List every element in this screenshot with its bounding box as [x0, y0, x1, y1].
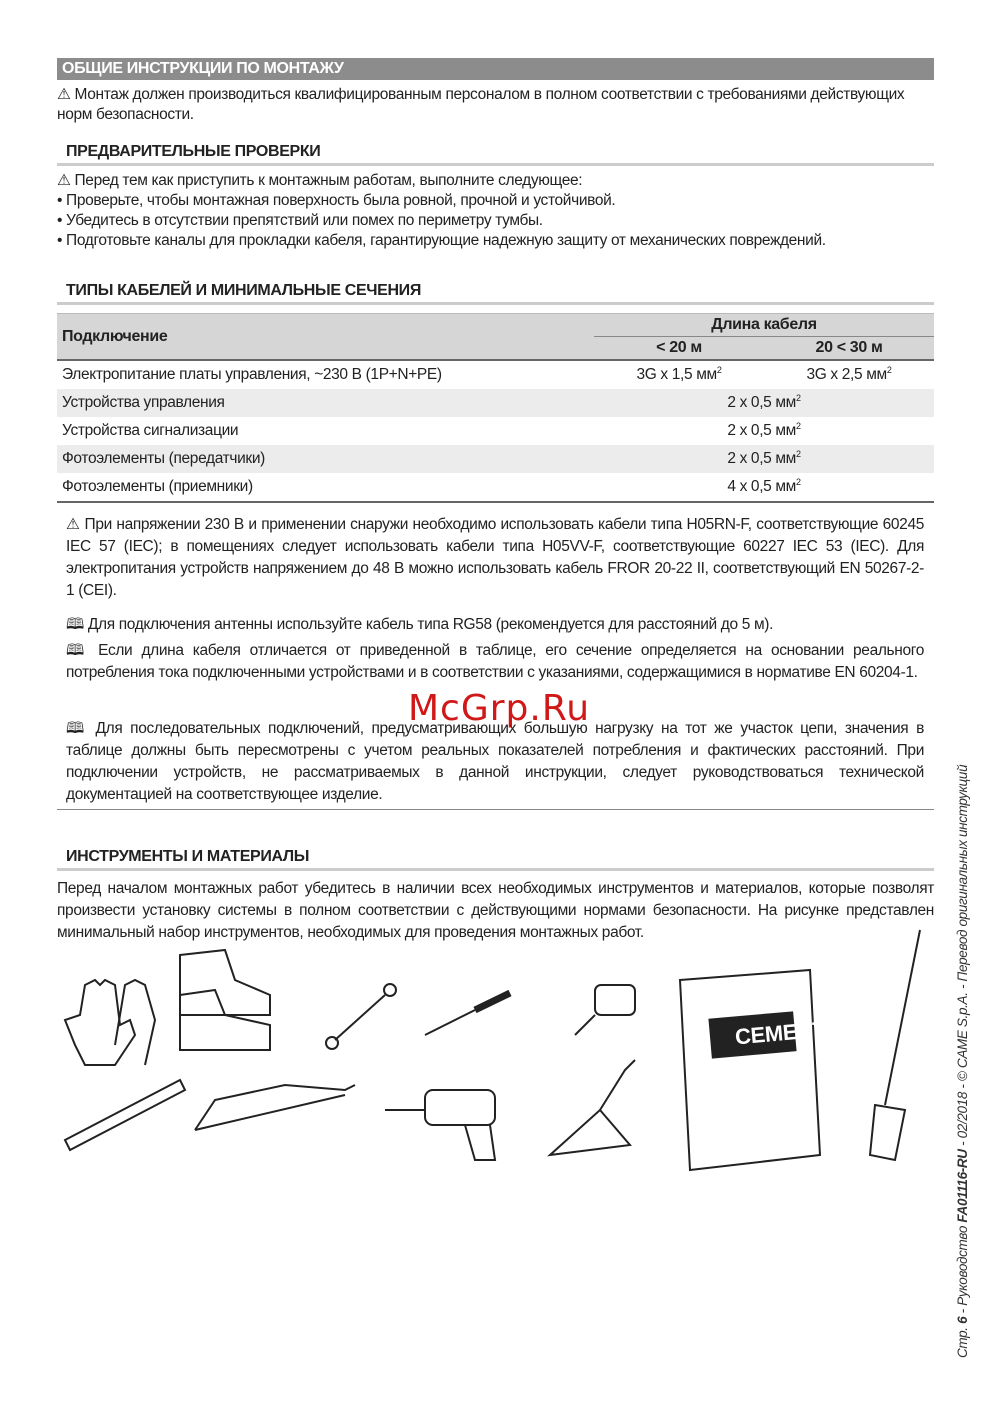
wrench-icon [326, 984, 396, 1049]
tape-measure-icon [575, 985, 635, 1035]
intro-warning: ⚠ Монтаж должен производиться квалифицированным персоналом в полном соответствии с требованиями действующих норм безопасности. [57, 86, 905, 123]
cable-table [57, 313, 934, 503]
cables-title: ТИПЫ КАБЕЛЕЙ И МИНИМАЛЬНЫЕ СЕЧЕНИЯ [57, 282, 934, 305]
col-connection: Подключение [62, 327, 168, 345]
prechecks-title: ПРЕДВАРИТЕЛЬНЫЕ ПРОВЕРКИ [57, 143, 934, 166]
list-item: • Убедитесь в отсутствии препятствий или помех по периметру тумбы. [57, 212, 543, 229]
hacksaw-icon [195, 1085, 355, 1130]
warning-icon: ⚠ [66, 516, 85, 533]
book-icon: 🕮 [66, 720, 96, 737]
note-length: 🕮 Если длина кабеля отличается от приведенной в таблице, его сечение определяется на основании реального потребления тока подключенными устройствами и в соответствии с указаниями, содержащимися в нормативе EN 60204-1. [66, 642, 924, 681]
col-20-30: 20 < 30 м [815, 339, 883, 356]
warning-icon: ⚠ [57, 172, 75, 189]
table-row: Электропитание платы управления, ~230 В (1P+N+PE) 3G x 1,5 $мм^2$ 3G x 2,5 $мм^2$ [62, 365, 892, 384]
table-row: Устройства управления 2 x 0,5 $мм^2$ [57, 389, 934, 417]
spirit-level-icon [65, 1080, 185, 1150]
tools-title: ИНСТРУМЕНТЫ И МАТЕРИАЛЫ [57, 848, 934, 871]
note-antenna: 🕮 Для подключения антенны используйте кабель типа RG58 (рекомендуется для расстояний до 5 м). [66, 616, 774, 633]
watermark: McGrp.Ru [408, 688, 591, 729]
table-row: Фотоэлементы (приемники) 4 x 0,5 $мм^2$ [57, 473, 934, 502]
screwdriver-icon [425, 993, 510, 1035]
table-row: Устройства сигнализации 2 x 0,5 $мм^2$ [62, 421, 801, 440]
tools-text: Перед началом монтажных работ убедитесь в наличии всех необходимых инструментов и материалов, которые позволят произвести установку системы в полном соответствии с действующими нормами безопасности. На рисунке представлен минимальный набор инструментов, необходимых для проведения монтажных работ. [57, 880, 934, 941]
trowel-icon [550, 1060, 635, 1155]
book-icon: 🕮 [66, 642, 99, 659]
page-footer: Стр. 6 - Руководство FA01116-RU - 02/2018 - © CAME S.p.A. - Перевод оригинальных инструкций [955, 764, 970, 1358]
cement-bag-icon [680, 970, 828, 1170]
drill-icon [385, 1090, 495, 1160]
table-row: Фотоэлементы (передатчики) 2 x 0,5 $мм^2$ [57, 445, 934, 473]
section-title: ОБЩИЕ ИНСТРУКЦИИ ПО МОНТАЖУ [57, 58, 934, 80]
book-icon: 🕮 [66, 616, 88, 633]
list-item: • Подготовьте каналы для прокладки кабеля, гарантирующие надежную защиту от механических повреждений. [57, 232, 826, 249]
divider [57, 809, 934, 810]
shovel-icon [870, 930, 920, 1160]
col-length: Длина кабеля [594, 314, 934, 337]
prechecks-warning: ⚠ Перед тем как приступить к монтажным работам, выполните следующее: [57, 172, 583, 189]
note-warning: ⚠ При напряжении 230 В и применении снаружи необходимо использовать кабели типа H05RN-F, соответствующие 60245 IEC 57 (IEC); в помещениях следует использовать кабели типа H05VV-F, соответствующие 60227 IEC 53 (IEC). Для электропитания устройств напряжением до 48 В можно использовать кабель FROR 20-22 II, соответствующий EN 50267-2-1 (CEI). [66, 516, 924, 599]
tools-illustration [55, 925, 935, 1175]
gloves-icon [65, 980, 155, 1065]
note-serial: 🕮 Для последовательных подключений, предусматривающих большую нагрузку на тот же участок цепи, значения в таблице должны быть пересмотрены с учетом реальных показателей потребления и фактических расстояний. При подключении устройств, не рассматриваемых в данной инструкции, следует руководствоваться технической документацией на соответствующее изделие. [66, 720, 924, 803]
boots-icon [180, 950, 270, 1050]
col-lt20: < 20 м [656, 339, 702, 356]
prechecks-list [57, 171, 934, 251]
list-item: • Проверьте, чтобы монтажная поверхность была ровной, прочной и устойчивой. [57, 192, 616, 209]
cement-label: CEMENT [734, 1016, 827, 1050]
warning-icon: ⚠ [57, 86, 75, 103]
